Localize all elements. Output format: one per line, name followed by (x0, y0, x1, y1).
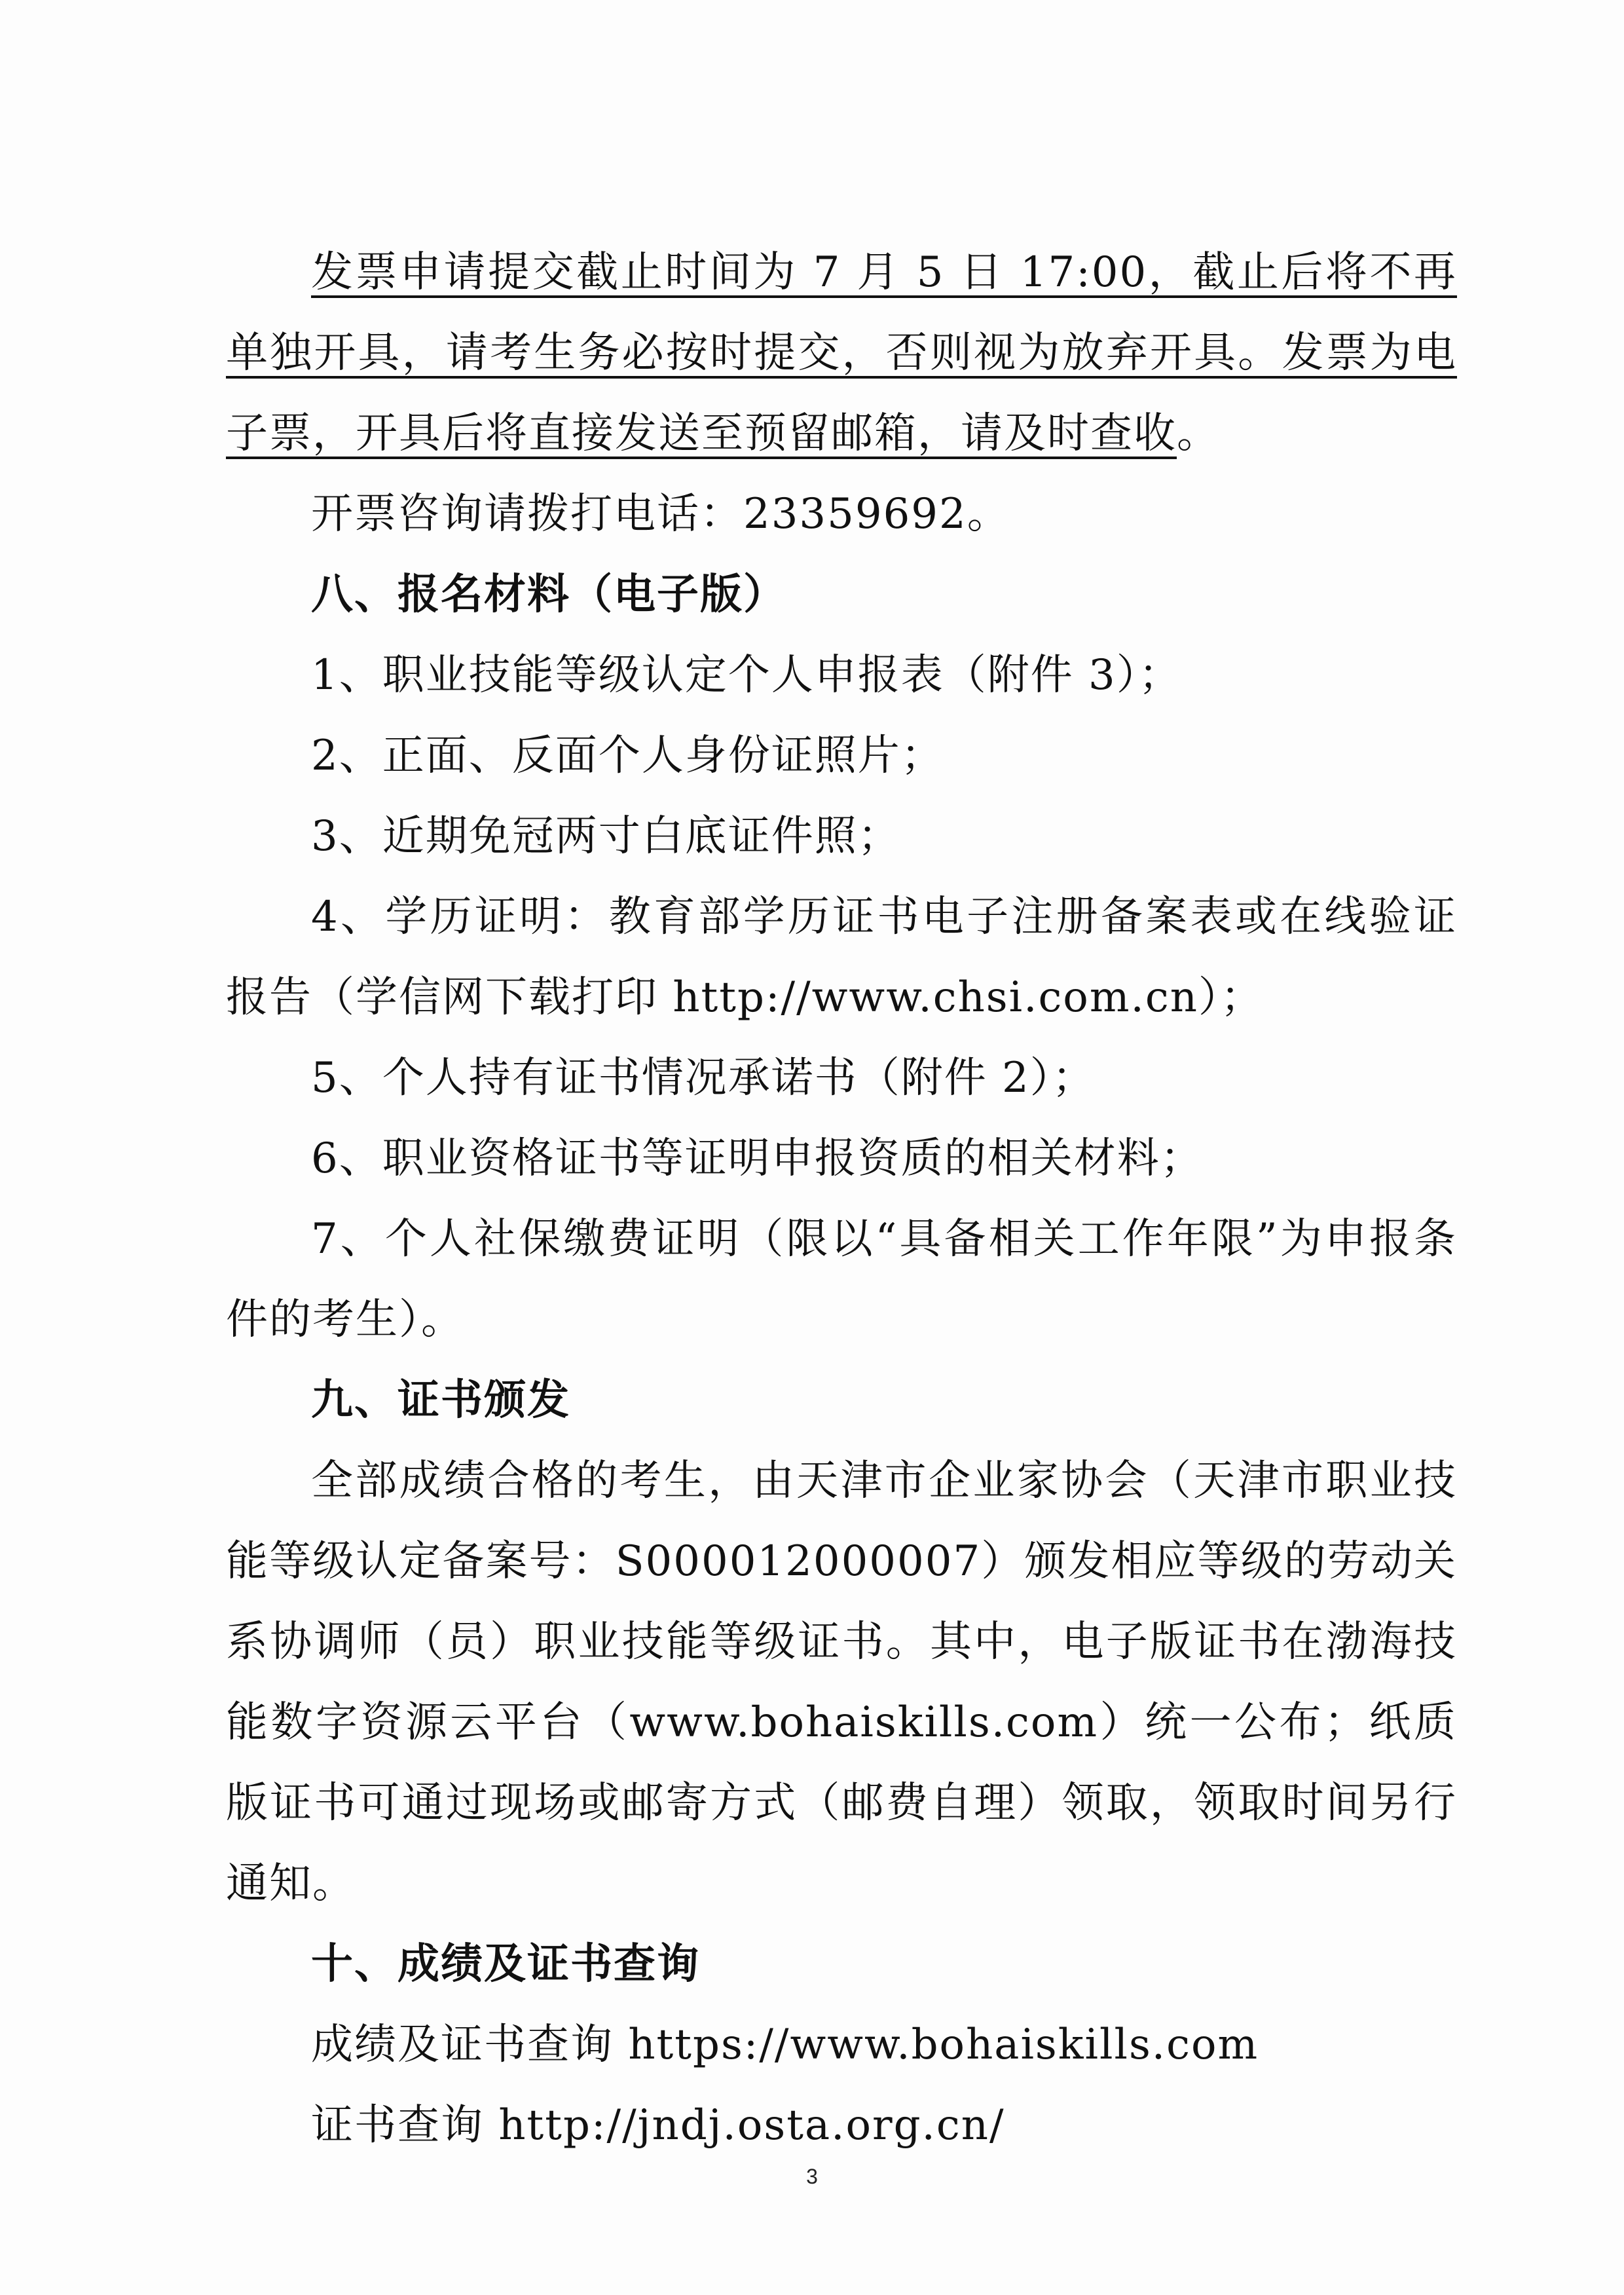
score-query-line: 成绩及证书查询 https://www.bohaiskills.com (311, 2021, 1259, 2069)
page-number: 3 (806, 2165, 818, 2188)
material-item-7: 7、个人社保缴费证明（限以“具备相关工作年限”为申报条件的考生）。 (226, 1215, 1457, 1344)
material-item-2: 2、正面、反面个人身份证照片； (311, 732, 944, 780)
material-item-6: 6、职业资格证书等证明申报资质的相关材料； (311, 1134, 1204, 1183)
invoice-deadline-end-mark: 。 (1177, 409, 1220, 458)
certificate-query-line: 证书查询 http://jndj.osta.org.cn/ (311, 2101, 1005, 2150)
material-item-3: 3、近期免冠两寸白底证件照； (311, 812, 901, 861)
section-9-heading: 九、证书颁发 (311, 1376, 570, 1425)
invoice-phone-paragraph: 开票咨询请拨打电话：23359692。 (311, 490, 1010, 538)
certificate-issue-paragraph: 全部成绩合格的考生，由天津市企业家协会（天津市职业技能等级认定备案号：S000012000007）颁发相应等级的劳动关系协调师（员）职业技能等级证书。其中，电子版证书在渤海技能数字资源云平台（www.bohaiskills.com）统一公布；纸质版证书可通过现场或邮寄方式（邮费自理）领取，领取时间另行通知。 (226, 1457, 1457, 1908)
section-8-heading: 八、报名材料（电子版） (311, 570, 786, 619)
invoice-deadline-underlined-text: 发票申请提交截止时间为 7 月 5 日 17:00，截止后将不再单独开具，请考生务必按时提交，否则视为放弃开具。发票为电子票，开具后将直接发送至预留邮箱，请及时查收 (226, 248, 1457, 458)
invoice-deadline-paragraph (226, 233, 1457, 474)
material-item-4: 4、学历证明：教育部学历证书电子注册备案表或在线验证报告（学信网下载打印 http://www.chsi.com.cn）； (226, 893, 1457, 1022)
material-item-5: 5、个人持有证书情况承诺书（附件 2）； (311, 1054, 1096, 1102)
document-body (226, 233, 1457, 2166)
section-10-heading: 十、成绩及证书查询 (311, 1940, 700, 1988)
material-item-1: 1、职业技能等级认定个人申报表（附件 3）； (311, 651, 1182, 700)
